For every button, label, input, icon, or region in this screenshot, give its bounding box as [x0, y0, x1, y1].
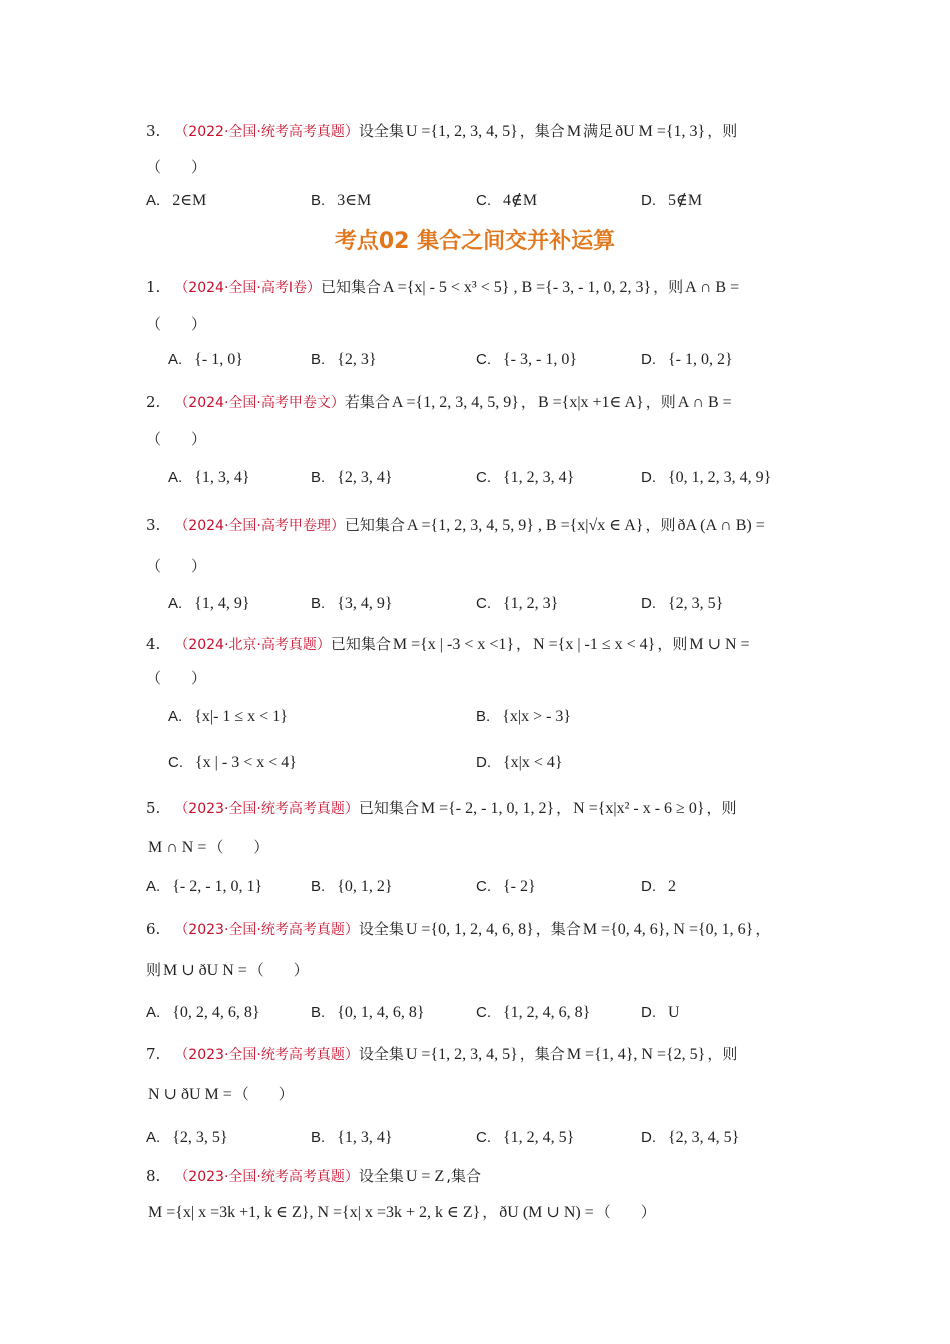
- question-3-blank: （ ）: [146, 557, 207, 575]
- question-2-blank: （ ）: [146, 430, 207, 448]
- option-a: A. {1, 3, 4}: [168, 469, 250, 486]
- option-d: D. {2, 3, 5}: [641, 595, 724, 612]
- option-a: A. 2∈M: [146, 192, 207, 209]
- option-d: D. {0, 1, 2, 3, 4, 9}: [641, 469, 772, 486]
- question-2-stem: 2. （2024·全国·高考甲卷文）若集合 A ={1, 2, 3, 4, 5, 9} ， B ={x|x +1∈ A} ，则 A ∩ B =: [146, 393, 732, 411]
- option-a: A. {- 1, 0}: [168, 351, 243, 368]
- option-c: C. {- 2}: [476, 878, 536, 895]
- option-d: D. {2, 3, 4, 5}: [641, 1129, 740, 1146]
- question-8-stem-cont: M ={x| x =3k +1, k ∈ Z}, N ={x| x =3k + 2, k ∈ Z} ， ðU (M ∪ N) = （ ）: [148, 1203, 656, 1221]
- question-7-stem: 7. （2023·全国·统考高考真题）设全集 U ={1, 2, 3, 4, 5} ，集合 M ={1, 4}, N ={2, 5} ，则: [146, 1045, 738, 1063]
- question-prev-3-blank: （ ）: [146, 158, 207, 176]
- question-7-stem-cont: N ∪ ðU M = （ ）: [148, 1085, 294, 1103]
- section-title: 考点02 集合之间交并补运算: [334, 229, 616, 254]
- question-4-blank: （ ）: [146, 669, 207, 687]
- option-c: C. {1, 2, 3}: [476, 595, 559, 612]
- option-a: A. {- 2, - 1, 0, 1}: [146, 878, 263, 895]
- option-b: B. {1, 3, 4}: [311, 1129, 393, 1146]
- option-b: B. {0, 1, 4, 6, 8}: [311, 1004, 425, 1021]
- option-c: C. {1, 2, 4, 5}: [476, 1129, 575, 1146]
- option-c: C. {1, 2, 4, 6, 8}: [476, 1004, 591, 1021]
- question-1-blank: （ ）: [146, 315, 207, 333]
- question-5-stem: 5. （2023·全国·统考高考真题）已知集合 M ={- 2, - 1, 0, 1, 2} ， N ={x|x² - x - 6 ≥ 0} ，则: [146, 799, 737, 817]
- option-c: C. 4∉M: [476, 192, 538, 209]
- option-c: C. {x | - 3 < x < 4}: [168, 754, 297, 771]
- question-4-stem: 4. （2024·北京·高考真题）已知集合 M ={x | -3 < x <1} ， N ={x | -1 ≤ x < 4} ，则 M ∪ N =: [146, 635, 750, 653]
- question-8-stem: 8. （2023·全国·统考高考真题）设全集 U = Z ,集合: [146, 1167, 481, 1185]
- question-prev-3-stem: 3. （2022·全国·统考高考真题）设全集 U ={1, 2, 3, 4, 5} ，集合 M 满足 ðU M ={1, 3} ，则: [146, 122, 738, 140]
- question-6-stem: 6. （2023·全国·统考高考真题）设全集 U ={0, 1, 2, 4, 6, 8} ，集合 M ={0, 4, 6}, N ={0, 1, 6} ，: [146, 920, 771, 938]
- option-b: B. {x|x > - 3}: [476, 708, 572, 725]
- option-d: D. {- 1, 0, 2}: [641, 351, 733, 368]
- option-a: A. {x|- 1 ≤ x < 1}: [168, 708, 288, 725]
- option-b: B. {0, 1, 2}: [311, 878, 393, 895]
- option-a: A. {0, 2, 4, 6, 8}: [146, 1004, 260, 1021]
- option-d: D. U: [641, 1004, 680, 1021]
- question-5-stem-cont: M ∩ N = （ ）: [148, 838, 269, 856]
- option-b: B. {3, 4, 9}: [311, 595, 393, 612]
- question-3-stem: 3. （2024·全国·高考甲卷理）已知集合 A ={1, 2, 3, 4, 5, 9} , B ={x|√x ∈ A} ，则 ðA (A ∩ B) =: [146, 516, 765, 534]
- option-c: C. {1, 2, 3, 4}: [476, 469, 575, 486]
- option-b: B. {2, 3}: [311, 351, 377, 368]
- option-b: B. {2, 3, 4}: [311, 469, 393, 486]
- option-d: D. 2: [641, 878, 676, 895]
- option-a: A. {1, 4, 9}: [168, 595, 250, 612]
- option-b: B. 3∈M: [311, 192, 372, 209]
- question-1-stem: 1. （2024·全国·高考Ⅰ卷）已知集合 A ={x| - 5 < x³ < 5} , B ={- 3, - 1, 0, 2, 3} ，则 A ∩ B =: [146, 278, 740, 296]
- option-d: D. {x|x < 4}: [476, 754, 563, 771]
- option-a: A. {2, 3, 5}: [146, 1129, 228, 1146]
- question-6-stem-cont: 则 M ∪ ðU N = （ ）: [146, 961, 309, 979]
- option-c: C. {- 3, - 1, 0}: [476, 351, 578, 368]
- option-d: D. 5∉M: [641, 192, 703, 209]
